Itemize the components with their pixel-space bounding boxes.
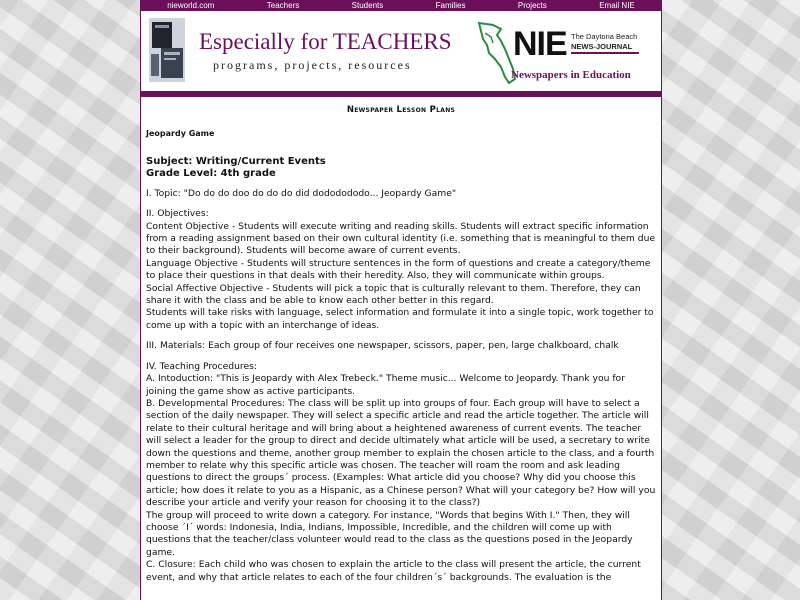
lesson-content bbox=[141, 97, 661, 584]
procedures-section bbox=[146, 361, 656, 584]
procedure-introduction: A. Intoduction: "This is Jeopardy with Alex Trebeck." Theme music... Welcome to Jeopardy. Thank you for joining the game show as active participants. bbox=[146, 373, 625, 397]
nav-link-students[interactable]: Students bbox=[351, 1, 384, 10]
materials-section: III. Materials: Each group of four receives one newspaper, scissors, paper, pen, large chalkboard, chalk bbox=[146, 340, 619, 352]
objectives-heading: II. Objectives: bbox=[146, 208, 209, 220]
header-banner bbox=[141, 11, 661, 97]
lesson-meta bbox=[146, 156, 656, 180]
nav-link-nieworld[interactable]: nieworld.com bbox=[167, 1, 215, 10]
objective-risks: Students will take risks with language, select information and formulate it into a single topic, work together to come up with a topic with an interchange of ideas. bbox=[146, 307, 654, 331]
newspaper-photo-icon bbox=[149, 18, 185, 82]
objectives-section bbox=[146, 208, 656, 332]
banner-title: Especially for TEACHERS bbox=[199, 29, 452, 54]
objective-language: Language Objective - Students will structure sentences in the form of questions and create a category/theme to place their questions in that deals with their heredity. Also, they will communicate within groups. bbox=[146, 257, 651, 282]
lesson-subject: Subject: Writing/Current Events bbox=[146, 155, 326, 167]
objective-social-affective: Social Affective Objective - Students will pick a topic that is culturally relevant to them. Therefore, they can share it with the class and be able to know each other better in this regard. bbox=[146, 282, 641, 307]
page-container bbox=[140, 0, 662, 600]
top-nav bbox=[141, 0, 661, 11]
lesson-topic: I. Topic: "Do do do doo do do do did dododododo... Jeopardy Game" bbox=[146, 187, 457, 199]
nav-link-families[interactable]: Families bbox=[435, 1, 466, 10]
nie-logo-letters: NIE bbox=[513, 25, 567, 63]
procedure-category: The group will proceed to write down a category. For instance, "Words that begins With I." Then, they will choose ´I´ words: Indonesia, India, Indians, Impossible, Incredible, and the children will come up with questions that the teacher/class volunteer would read to the class as the questions posed in the Jeopardy game. bbox=[146, 509, 633, 558]
procedure-developmental: B. Developmental Procedures: The class will be split up into groups of four. Each group will have to select a section of the daily newspaper. They will select a specific article and read the article together. The article will relate to their cultural heritage and will bring about a heightened awareness of current events. The teacher will select a leader for the group to direct and decide ultimately what article will be used, a secretary to write down the questions and theme, another group member to explain the chosen article to the class, and a fourth member to relate why this specific article was chosen. The teacher will roam the room and ask leading questions to direct the groups´ process. (Examples: What article did you choose? Why did you choose this article; how does it relate to you as a Hispanic, as a Chinese person? What will your category be? How will you describe your article and verify your reason for choosing it to the class?) bbox=[146, 397, 656, 509]
nie-logo-tagline: Newspapers in Education bbox=[511, 69, 631, 81]
objective-content: Content Objective - Students will execute writing and reading skills. Students will extract specific information from a reading assignment based on their own cultural identity (i.e. something that is meaningful to them due to their background). Students will become aware of current events. bbox=[146, 220, 656, 257]
procedures-heading: IV. Teaching Procedures: bbox=[146, 360, 258, 372]
lesson-grade: Grade Level: 4th grade bbox=[146, 167, 276, 179]
nie-logo-divider bbox=[571, 52, 639, 54]
nav-link-email-nie[interactable]: Email NIE bbox=[599, 1, 635, 10]
nie-logo[interactable] bbox=[475, 19, 645, 87]
procedure-closure: C. Closure: Each child who was chosen to explain the article to the class will present the article, the current event, and why that article relates to each of the four children´s´ backgrounds. The evaluation is the bbox=[146, 559, 641, 583]
section-heading: Newspaper Lesson Plans bbox=[346, 105, 456, 115]
nav-link-teachers[interactable]: Teachers bbox=[266, 1, 300, 10]
nie-logo-paper-line1: The Daytona Beach bbox=[571, 32, 638, 41]
nie-logo-paper-line2: NEWS-JOURNAL bbox=[571, 42, 633, 51]
nav-link-projects[interactable]: Projects bbox=[517, 1, 547, 10]
banner-subtitle: programs, projects, resources bbox=[213, 58, 412, 72]
lesson-title: Jeopardy Game bbox=[146, 129, 215, 139]
